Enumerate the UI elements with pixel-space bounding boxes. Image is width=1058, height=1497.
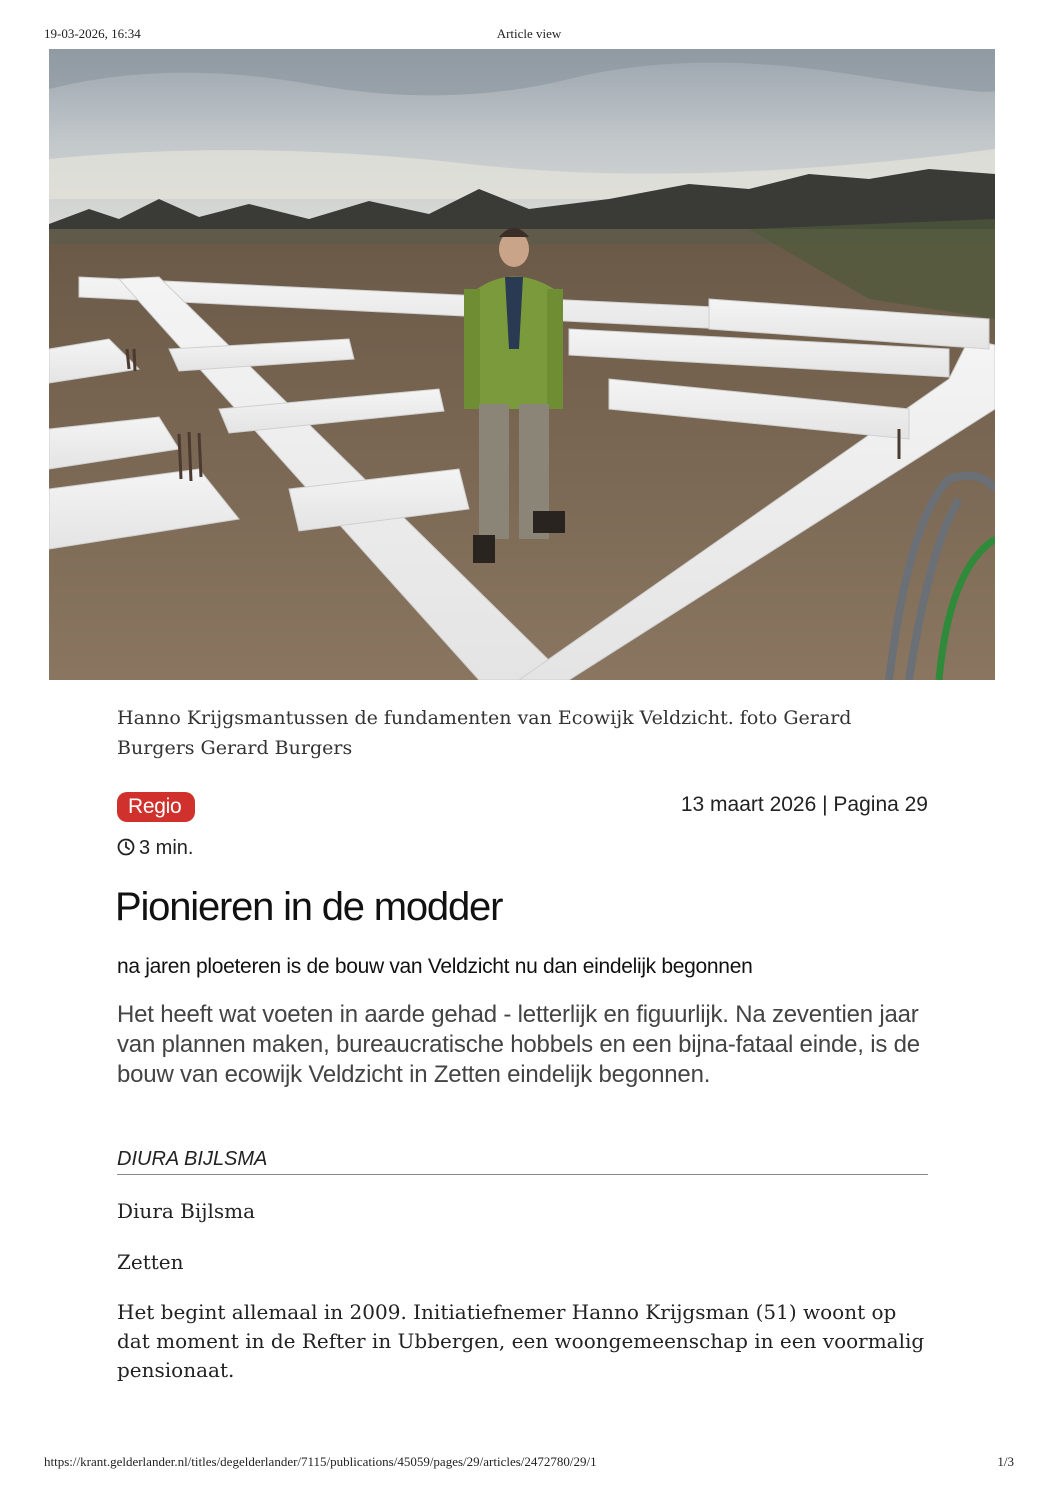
body-paragraph: Het begint allemaal in 2009. Initiatiefnemer Hanno Krijgsman (51) woont op dat moment in de Refter in Ubbergen, een woongemeenschap in een voormalig pensionaat. [117, 1300, 925, 1382]
article-subtitle: na jaren ploeteren is de bouw van Veldzicht nu dan eindelijk begonnen [117, 955, 753, 978]
article-title: Pionieren in de modder [115, 885, 503, 929]
print-url[interactable]: https://krant.gelderlander.nl/titles/degelderlander/7115/publications/45059/pages/29/articles/2472780/29/1 [44, 1454, 597, 1469]
print-header [44, 26, 1014, 44]
print-page-count: 1/3 [997, 1454, 1014, 1469]
body-paragraph: Zetten [117, 1250, 184, 1274]
print-footer [44, 1454, 1014, 1472]
hero-photo [49, 49, 995, 680]
print-datetime: 19-03-2026, 16:34 [44, 26, 141, 41]
image-caption: Hanno Krijgsmantussen de fundamenten van Ecowijk Veldzicht. foto Gerard Burgers Gerard Burgers [117, 707, 852, 759]
read-time [117, 835, 193, 861]
article-meta [117, 792, 928, 824]
article-lead: Het heeft wat voeten in aarde gehad - letterlijk en figuurlijk. Na zeventien jaar van plannen maken, bureaucratische hobbels en een bijna-fataal einde, is de bouw van ecowijk Veldzicht in Zetten eindelijk begonnen. [117, 1001, 920, 1088]
body-paragraph: Diura Bijlsma [117, 1199, 255, 1223]
date-page: 13 maart 2026 | Pagina 29 [680, 793, 928, 816]
print-title: Article view [496, 26, 562, 41]
category-badge[interactable]: Regio [117, 792, 195, 822]
clock-icon [117, 838, 135, 856]
read-time-label: 3 min. [139, 837, 194, 859]
article-byline: DIURA BIJLSMA [117, 1146, 928, 1175]
